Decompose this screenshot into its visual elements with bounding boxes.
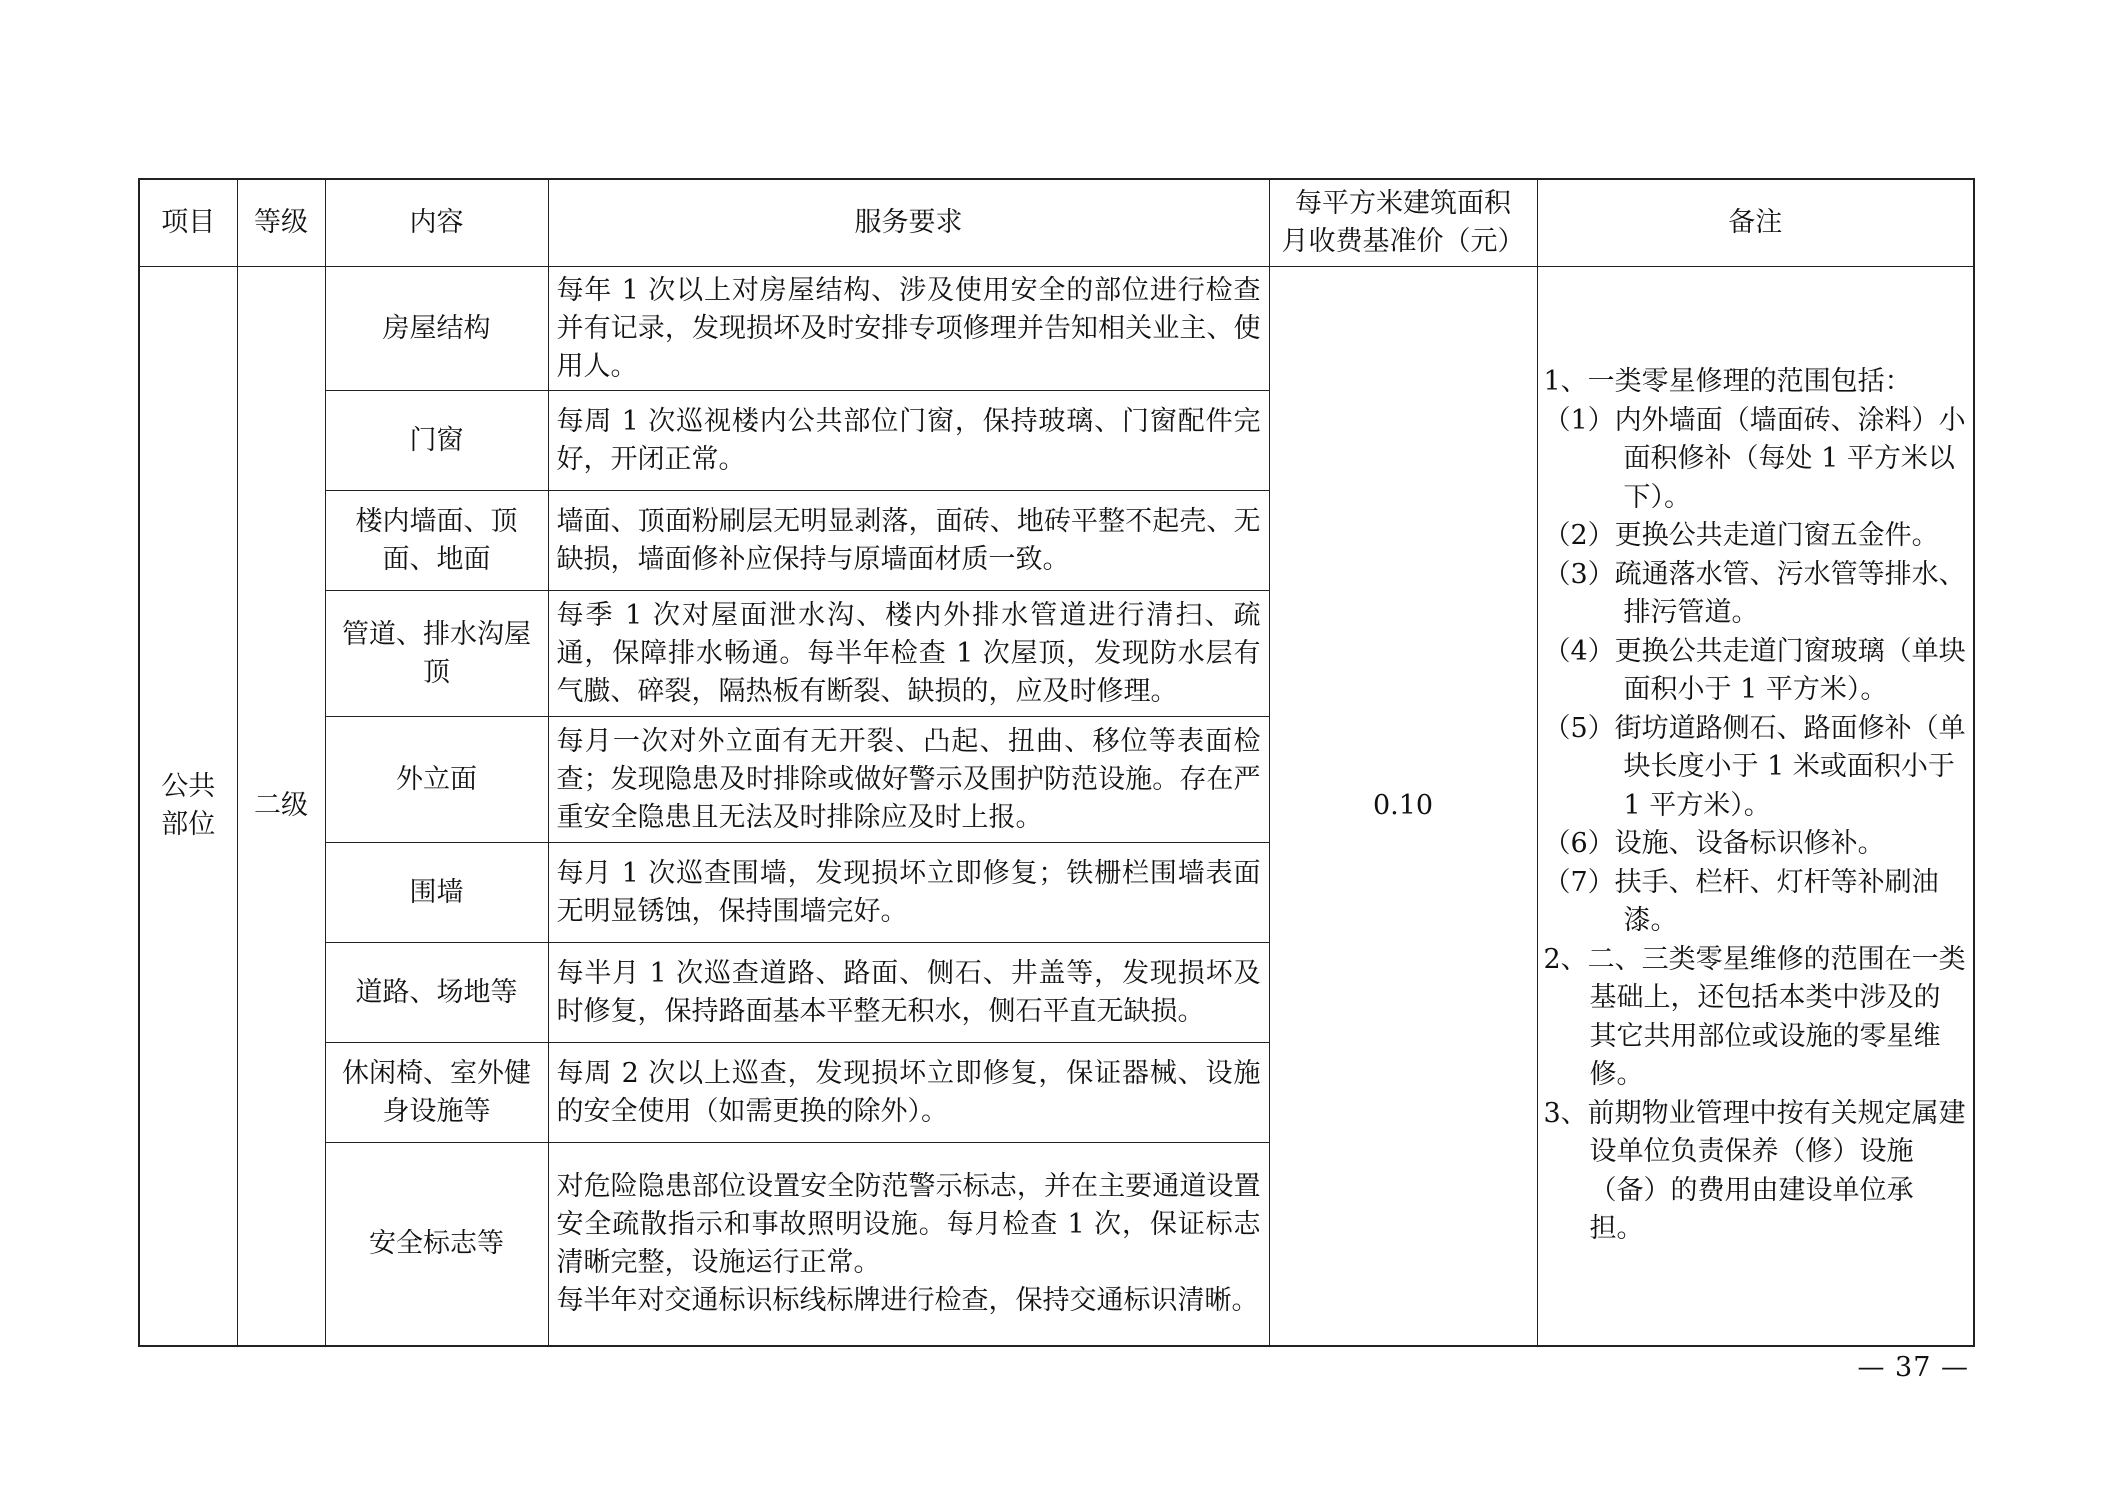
service-standard-table	[138, 178, 1975, 1347]
content-cell: 道路、场地等	[325, 943, 548, 1043]
header-price-line2: 月收费基准价（元）	[1281, 226, 1525, 257]
remark-1-6: （6）设施、设备标识修补。	[1543, 828, 1885, 859]
level-cell: 二级	[237, 267, 325, 1346]
remark-3: 3、前期物业管理中按有关规定属建设单位负责保养（修）设施（备）的费用由建设单位承担。	[1543, 1097, 1966, 1244]
remark-1-4: （4）更换公共走道门窗玻璃（单块面积小于 1 平方米）。	[1543, 635, 1966, 705]
page-number: — 37 —	[1857, 1352, 1969, 1383]
remark-1-1: （1）内外墙面（墙面砖、涂料）小面积修补（每处 1 平方米以下）。	[1543, 404, 1966, 513]
header-remarks: 备注	[1537, 179, 1974, 267]
requirement-text: 每半年对交通标识标线标牌进行检查，保持交通标识清晰。	[556, 1284, 1259, 1316]
header-requirement: 服务要求	[548, 179, 1269, 267]
remarks-cell	[1537, 267, 1974, 1346]
header-price-line1: 每平方米建筑面积	[1295, 188, 1511, 219]
requirement-cell	[548, 943, 1269, 1043]
requirement-text: 每季 1 次对屋面泄水沟、楼内外排水管道进行清扫、疏通，保障排水畅通。每半年检查 1 次屋顶，发现防水层有气臌、碎裂，隔热板有断裂、缺损的，应及时修理。	[556, 599, 1261, 707]
requirement-text: 每月 1 次巡查围墙，发现损坏立即修复；铁栅栏围墙表面无明显锈蚀，保持围墙完好。	[556, 857, 1261, 927]
requirement-cell	[548, 391, 1269, 491]
table-header-row	[139, 179, 1974, 267]
content-cell: 管道、排水沟屋顶	[325, 591, 548, 717]
remark-1: 1、一类零星修理的范围包括：	[1543, 366, 1912, 397]
remark-1-5: （5）街坊道路侧石、路面修补（单块长度小于 1 米或面积小于 1 平方米）。	[1543, 712, 1966, 821]
requirement-text: 每半月 1 次巡查道路、路面、侧石、井盖等，发现损坏及时修复，保持路面基本平整无积水，侧石平直无缺损。	[556, 957, 1261, 1027]
requirement-cell	[548, 717, 1269, 843]
remark-1-3: （3）疏通落水管、污水管等排水、排污管道。	[1543, 558, 1966, 628]
header-content: 内容	[325, 179, 548, 267]
requirement-text: 每周 2 次以上巡查，发现损坏立即修复，保证器械、设施的安全使用（如需更换的除外）。	[556, 1057, 1261, 1127]
price-cell: 0.10	[1269, 267, 1537, 1346]
requirement-cell	[548, 1043, 1269, 1143]
header-price	[1269, 179, 1537, 267]
remark-1-2: （2）更换公共走道门窗五金件。	[1543, 520, 1939, 551]
content-cell: 休闲椅、室外健身设施等	[325, 1043, 548, 1143]
remark-2: 2、二、三类零星维修的范围在一类基础上，还包括本类中涉及的其它共用部位或设施的零星维修。	[1543, 943, 1966, 1090]
requirement-cell	[548, 491, 1269, 591]
requirement-text: 每周 1 次巡视楼内公共部位门窗，保持玻璃、门窗配件完好，开闭正常。	[556, 405, 1261, 475]
requirement-cell	[548, 267, 1269, 391]
remark-1-7: （7）扶手、栏杆、灯杆等补刷油漆。	[1543, 866, 1939, 936]
content-cell: 门窗	[325, 391, 548, 491]
content-cell: 围墙	[325, 843, 548, 943]
requirement-cell	[548, 843, 1269, 943]
requirement-text: 对危险隐患部位设置安全防范警示标志，并在主要通道设置安全疏散指示和事故照明设施。每月检查 1 次，保证标志清晰完整，设施运行正常。	[556, 1170, 1261, 1278]
header-item: 项目	[139, 179, 237, 267]
content-cell: 安全标志等	[325, 1143, 548, 1346]
requirement-text: 每月一次对外立面有无开裂、凸起、扭曲、移位等表面检查；发现隐患及时排除或做好警示及围护防范设施。存在严重安全隐患且无法及时排除应及时上报。	[556, 725, 1261, 833]
content-cell: 房屋结构	[325, 267, 548, 391]
requirement-cell	[548, 591, 1269, 717]
requirement-text: 每年 1 次以上对房屋结构、涉及使用安全的部位进行检查并有记录，发现损坏及时安排专项修理并告知相关业主、使用人。	[556, 274, 1261, 382]
table-row	[139, 267, 1974, 391]
content-cell: 楼内墙面、顶面、地面	[325, 491, 548, 591]
content-cell: 外立面	[325, 717, 548, 843]
requirement-cell	[548, 1143, 1269, 1346]
item-cell: 公共 部位	[139, 267, 237, 1346]
header-level: 等级	[237, 179, 325, 267]
requirement-text: 墙面、顶面粉刷层无明显剥落，面砖、地砖平整不起壳、无缺损，墙面修补应保持与原墙面材质一致。	[556, 505, 1261, 575]
